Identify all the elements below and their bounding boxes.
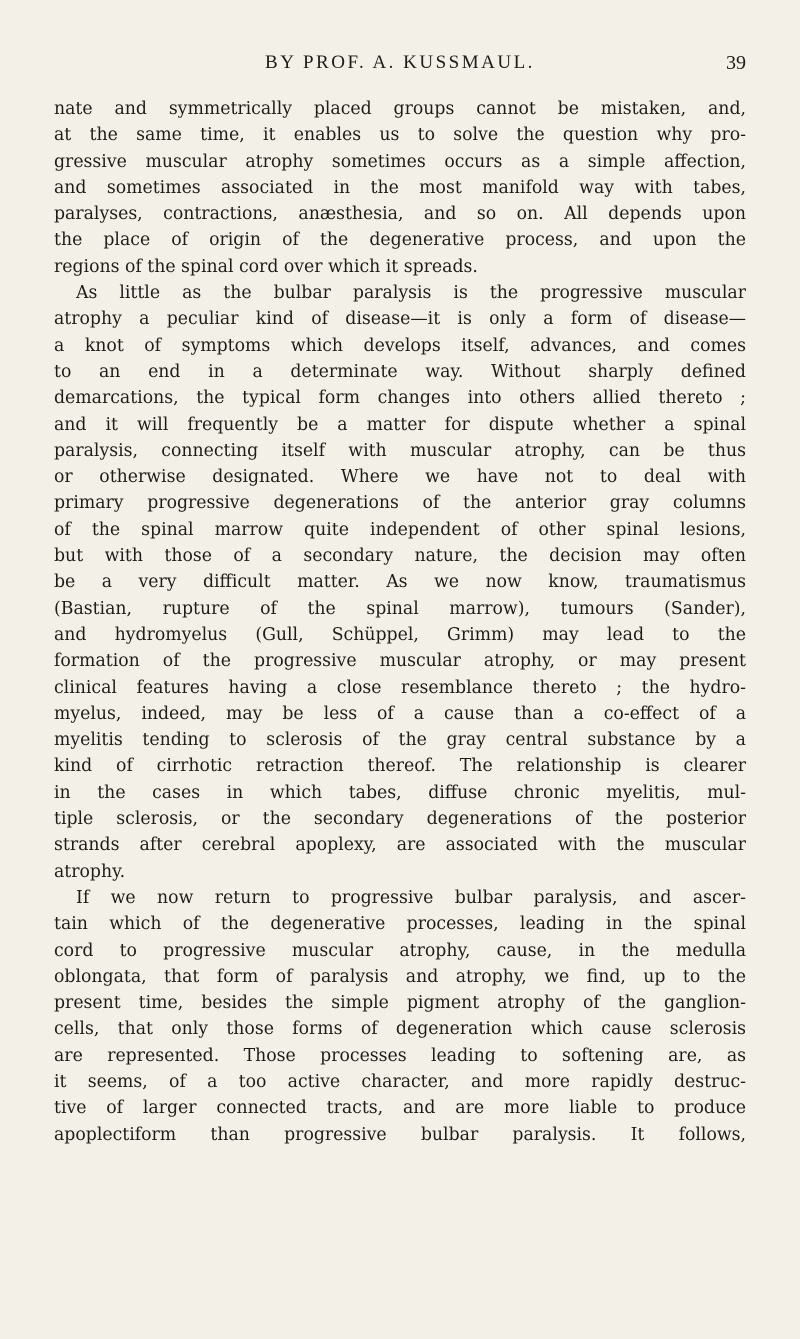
text-line: atrophy a peculiar kind of disease—it is only a form of disease— <box>54 309 746 330</box>
text-line: formation of the progressive muscular atrophy, or may present <box>54 651 746 672</box>
text-line: oblongata, that form of paralysis and atrophy, we find, up to the <box>54 966 746 987</box>
text-line: tain which of the degenerative processes, leading in the spinal <box>54 914 746 935</box>
text-line: and it will frequently be a matter for dispute whether a spinal <box>54 414 746 435</box>
text-line: clinical features having a close resemblance thereto ; the hydro- <box>54 677 746 698</box>
text-line: paralysis, connecting itself with muscular atrophy, can be thus <box>54 440 746 461</box>
text-line: be a very difficult matter. As we now know, traumatismus <box>54 572 746 593</box>
text-line: or otherwise designated. Where we have not to deal with <box>54 467 746 488</box>
text-line: of the spinal marrow quite independent of other spinal lesions, <box>54 519 746 540</box>
text-line: cells, that only those forms of degeneration which cause sclerosis <box>54 1019 746 1040</box>
text-line: nate and symmetrically placed groups cannot be mistaken, and, <box>54 99 746 119</box>
text-line: demarcations, the typical form changes into others allied thereto ; <box>54 388 746 409</box>
text-line: primary progressive degenerations of the anterior gray columns <box>54 493 746 514</box>
text-line: to an end in a determinate way. Without sharply defined <box>54 361 746 382</box>
body-text <box>54 96 746 1148</box>
text-line: paralyses, contractions, anæsthesia, and so on. All depends upon <box>54 204 746 225</box>
text-line: myelitis tending to sclerosis of the gray central substance by a <box>54 730 746 751</box>
text-line: If we now return to progressive bulbar paralysis, and ascer- <box>76 887 746 908</box>
text-line: at the same time, it enables us to solve the question why pro- <box>54 125 746 146</box>
text-line: it seems, of a too active character, and more rapidly destruc- <box>54 1071 746 1092</box>
text-line: cord to progressive muscular atrophy, cause, in the medulla <box>54 940 746 961</box>
text-line: but with those of a secondary nature, the decision may often <box>54 546 746 567</box>
text-line: in the cases in which tabes, diffuse chronic myelitis, mul- <box>54 782 746 803</box>
text-line: As little as the bulbar paralysis is the progressive muscular <box>76 283 746 304</box>
text-line: apoplectiform than progressive bulbar paralysis. It follows, <box>54 1124 746 1145</box>
running-title: BY PROF. A. KUSSMAUL. <box>265 52 535 73</box>
text-line: the place of origin of the degenerative process, and upon the <box>54 230 746 251</box>
running-head <box>54 52 746 78</box>
text-line: kind of cirrhotic retraction thereof. The relationship is clearer <box>54 756 746 777</box>
page-number: 39 <box>726 52 746 74</box>
text-line: tive of larger connected tracts, and are more liable to produce <box>54 1098 746 1119</box>
text-line: and hydromyelus (Gull, Schüppel, Grimm) may lead to the <box>54 624 746 645</box>
text-line: gressive muscular atrophy sometimes occurs as a simple affection, <box>54 151 746 172</box>
text-line: atrophy. <box>54 861 126 882</box>
text-line: are represented. Those processes leading to softening are, as <box>54 1045 746 1066</box>
text-line: present time, besides the simple pigment atrophy of the ganglion- <box>54 993 746 1014</box>
text-line: strands after cerebral apoplexy, are associated with the muscular <box>54 835 746 856</box>
text-line: tiple sclerosis, or the secondary degenerations of the posterior <box>54 809 746 830</box>
text-line: (Bastian, rupture of the spinal marrow), tumours (Sander), <box>54 598 746 619</box>
text-line: regions of the spinal cord over which it spreads. <box>54 256 478 277</box>
text-line: myelus, indeed, may be less of a cause than a co-effect of a <box>54 703 746 724</box>
text-line: and sometimes associated in the most manifold way with tabes, <box>54 177 746 198</box>
text-line: a knot of symptoms which develops itself, advances, and comes <box>54 335 746 356</box>
